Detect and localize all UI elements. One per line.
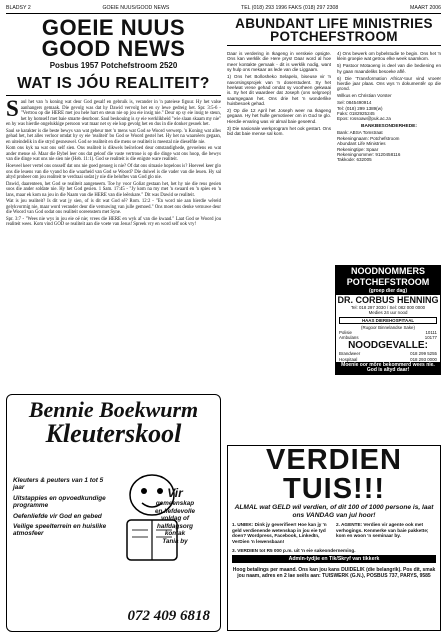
issue-date: MAART 2006 — [410, 5, 441, 11]
ministry-title: ABUNDANT LIFE MINISTRIES — [235, 16, 433, 31]
row-label: Hospitaal — [339, 356, 358, 362]
hospital-box: HAAS DIEREHOSPITAAL — [339, 317, 437, 324]
earn-at-home-ad — [227, 445, 441, 631]
ad-header-town: POTCHEFSTROOM — [336, 277, 440, 288]
ad-footer: Moenie oor môre bekommerd wees nie. God is altyd daar! — [336, 362, 440, 374]
feature-item: Kleuters & peuters van 1 tot 5 jaar — [13, 477, 104, 492]
offer-item: 1. UNIEK: Dink jy geverifieer! Hoe kan jy 'n geld verdienende wetenskap in jou eie tyd doen? Wordpress, Facebook, LinkedIn, VerDien 'n lewensbaan! — [232, 522, 327, 544]
emergency-numbers-ad — [335, 265, 441, 375]
ad-title: VERDIEN TUIS!!! — [266, 444, 402, 505]
school-phone: 072 409 6818 — [127, 608, 210, 624]
ministry-paragraph: 5) Pastoor Motaoeng is deel van die bediening en hy gaan maandeliks besoeke aflê. — [337, 63, 441, 74]
contact-line: TEL (018) 293 1996 FAKS (018) 297 2308 — [241, 5, 339, 11]
bank-details: Bank: ABSA Tomstraat Rekeningnaam: Potchefstroom Abundant Life Ministries Rekeningtipe: Spaar Rekeningnommer: 9120458116 Takkode: 632005 — [337, 130, 401, 163]
row-number: 10177 — [424, 335, 437, 341]
feature-item: Uitstappies en opvoedkundige programme — [13, 494, 106, 510]
ministry-paragraph: 2) Op die 12 April het Joseph weer na Ikageng gegaan. Hy het hulle gemotiveer om in God te glo. Hierdie ervaring was vir almal baie geseënd. — [227, 108, 331, 124]
ministry-subtitle: POTCHEFSTROOM — [270, 29, 398, 44]
kleuterskool-ad — [6, 394, 221, 632]
blurb-line: gemeenskap — [155, 500, 195, 507]
ministry-article — [227, 51, 441, 164]
offer-grid — [228, 519, 440, 544]
vet-phone: Tel: 018 297 3030 / Sel: 082 000 0000 — [350, 305, 426, 311]
ministry-paragraph: 3) Die nasionale werkprogram het ook gestart. Ons bid dat baie mense sal kom. — [227, 125, 331, 137]
ad-subtitle: ALMAL wat GELD wil verdien, of dit 100 of 1000 persone is, laat ons VANDAG van jul hoor! — [234, 504, 434, 519]
feature-item: Veilige speelterrein en huislike atmosfeer — [13, 523, 107, 538]
ministry-col-2 — [337, 51, 441, 164]
drop-cap: S — [6, 96, 19, 121]
blurb-line: Vir — [167, 486, 183, 500]
hospital-location: (Rugoor Binnelandse Sake) — [361, 324, 415, 330]
row-label: Polisie — [339, 330, 352, 336]
masthead-address: Posbus 1957 Potchefstroom 2520 — [49, 61, 178, 70]
article-paragraph: Spr. 3:7 - "Wees nie wys in jou eie oë nie; vrees die HERE en wyk af van die kwaad." Laat God se Woord jou realiteit wees. Kom vind GOD se realiteit aan die voete van Jesus! Spreek vry en word self ook vry! — [6, 216, 221, 228]
emergencies-heading: NOODGEVALLE: — [348, 340, 428, 352]
feature-list — [13, 477, 113, 541]
blurb-line: voldag of — [161, 515, 189, 522]
offer-grid — [228, 545, 440, 554]
feature-item: Oefenliefde vir God en gebed — [13, 512, 102, 520]
vet-note: Medies 24 uur nood — [368, 310, 408, 316]
school-type: Kleuterskool — [45, 419, 182, 448]
contact-blurb — [136, 487, 214, 545]
page-number: BLADSY 2 — [6, 5, 31, 11]
article-paragraph: Hoeveel keer vertel ons onsself dat ons nie goed genoeg is nie? Of dat ons situasie hopeloos is? Hoeveel keer glo ons die leuens van die vyand bo die waarheid van God se Woord? Die duiwel is die vader van die leuen. Hy sal altyd probeer om jou realiteit te verdraai sodat jy nie die beloftes van God glo nie. — [6, 164, 222, 181]
ad-header: NOODNOMMERS — [336, 266, 440, 277]
article-headline: WAT IS JÓU REALITEIT? — [17, 75, 210, 92]
page-header — [6, 4, 441, 14]
divider — [6, 95, 221, 96]
masthead — [6, 17, 221, 70]
ministry-paragraph: Daar is verdering in Ikageng in verskeie opsigte. Ons kan werklik die Here prys! Daar word al hoe meer kontakte gemaak - dit is werklik nodig, want sy hulp ons mekaar as lede van die Liggaam. — [227, 51, 331, 73]
offer-item: 2. AGENTE: Verdien vir agente ook met verhogings. Kenmerke van baie pakkette; kom en woon 'n seminaar by. — [336, 522, 429, 539]
contact-details: Sel: 0845490914 Tel: (018) 299 1389(w) Faks: 0182925245 Epos: rossoaw@puk.ac.za — [337, 100, 391, 122]
blurb-line: kontak — [164, 530, 186, 537]
ad-footer: Hoog betalings per maand. Ons kan jou kans DUIDELIK (die belangrik). Pos dit, smak jou naam, adres en 2 lae seëls aan: TUISWERK (G.N.), POSBUS 737, PARYS, 9585 — [232, 567, 436, 580]
ministry-paragraph: 1) Ons het Bollosheko Selapelo, biseuse vir 'n navorsingsprojek van 'n doserstudent. Sy het heelwat vrese gehad omdat sy voorheen gekwaai is. Sy het dit waardeer dat Joseph (ons selgroep) saamgegaan het. Ons drie het 'n wonderlike huisbesoek gehad. — [227, 74, 331, 107]
article-body — [6, 96, 222, 228]
masthead-title-af: GOEIE NUUS — [41, 15, 186, 40]
blurb-line: en liefdevolle — [155, 507, 195, 515]
ministry-col-1 — [227, 51, 331, 164]
article-paragraph: Dawid, daarenteen, het God se realiteit aangeneem. Toe hy voor Goliat gestaan het, het hy nie die reus gesien soos die ander soldate nie. Hy het God gesien. 1 Sam. 17:45 - "Jy kom na my met 'n swaard en 'n spies en 'n lans, maar ek kom na jou in die Naam van die HERE van die leërskare." Dit was Dawid se realiteit. — [6, 181, 221, 198]
masthead-title-en: GOOD NEWS — [41, 36, 186, 61]
ministry-paragraph: 6) Die 'Transformation Africa'-tour vind vroeër hierdie jaar plaas. Ons wys 'n dokumentêr op die grond. — [337, 75, 441, 92]
article-paragraph: aul het van 'n koning wat deur God gesalf en gebruik is, verander in 'n pateiese figuur. Hy het valse aanhangers gemaak. Die gevolg was dat hy Dawid vervolg het en sy lewe gedreig het. Spr. 3:5-6 - "Vertrou op die HERE met jou hele hart en steun nie op jou eie insig nie." Deur op sy eie insig te steun, het hy homself met baie smarte deurboor. Saul beskouing is sy eie werklikheid "wie slaan skaam my nie" en hy was hierdie ongelukkige persoon wat maar net sy eie kop gevolg het en dus in die donker gesoek het. — [6, 100, 221, 128]
row-number: 018 299 5255 — [410, 351, 437, 357]
admin-bar: Admin-tydjie en Tik/Skryf van tikkerk — [232, 555, 436, 563]
offer-item: 3. VERDIEN tot R5 000 p.m. uit 'n eie sakeonderneming. — [232, 547, 356, 553]
article-paragraph: Wat is jou realiteit? Is dit wat jy sien, of is dit wat God sê? Rom. 12:2 - "En word nie aan hierdie wêreld gelykvormig nie, maar word verander deur die vernuwing van julle gemoed." Ons moet ons denke vernuwe deur die Woord van God sodat ons realiteit ooreenstem met Syne. — [6, 199, 221, 216]
row-number: 10111 — [425, 330, 437, 336]
right-column — [227, 16, 441, 374]
blurb-line: Tania by — [162, 537, 188, 545]
row-label: Brandweer — [339, 351, 361, 357]
blurb-line: halfdagsorg — [156, 522, 194, 530]
bank-heading: BANKBESONDERHEDE: — [361, 123, 417, 129]
ministry-paragraph: 4) Ons bewerk om bybelstudie te begin. Ons het 'n klein groepie wat getrou elke week saamkom. — [337, 51, 441, 62]
paper-name: GOEIE NUUS/GOOD NEWS — [102, 5, 170, 11]
divider — [227, 45, 441, 46]
row-number: 018 293 0000 — [410, 356, 437, 362]
ad-sub: (groep dier dag) — [336, 288, 440, 295]
school-name: Bennie Boekwurm — [28, 397, 199, 422]
article-paragraph: Kom ons kyk na wat ons self sien. Ons realiteit is dikwels beïnvloed deur omstandighede, gevoelens en wat ander mense sê. Maar die Bybel leer ons dat geloof die vaste vertroue is op die dinge wat ons hoop, die bewys van die dinge wat ons nie sien nie (Heb. 11:1). God se realiteit is die enigste ware realiteit. — [6, 146, 221, 163]
vet-name: DR. CORBUS HENNING — [337, 295, 439, 306]
contact-name: Wilkus en Christian Vorster — [337, 93, 392, 99]
row-label: Ambulans — [339, 335, 359, 341]
article-paragraph: Saul se karakter is die beste bewys van wat gebeur met 'n mens wat God se Woord verwerp. 'n Koning wat alles gehad het, het alles verloor omdat hy sy eie 'realiteit' bo God se Woord gestel het. Hy het na waarsêers gegaan, en uiteindelik in die stryd gesneuwel. God se realiteit en die mens se realiteit is meestal nie dieselfde nie. — [6, 128, 221, 145]
left-column — [6, 17, 221, 229]
